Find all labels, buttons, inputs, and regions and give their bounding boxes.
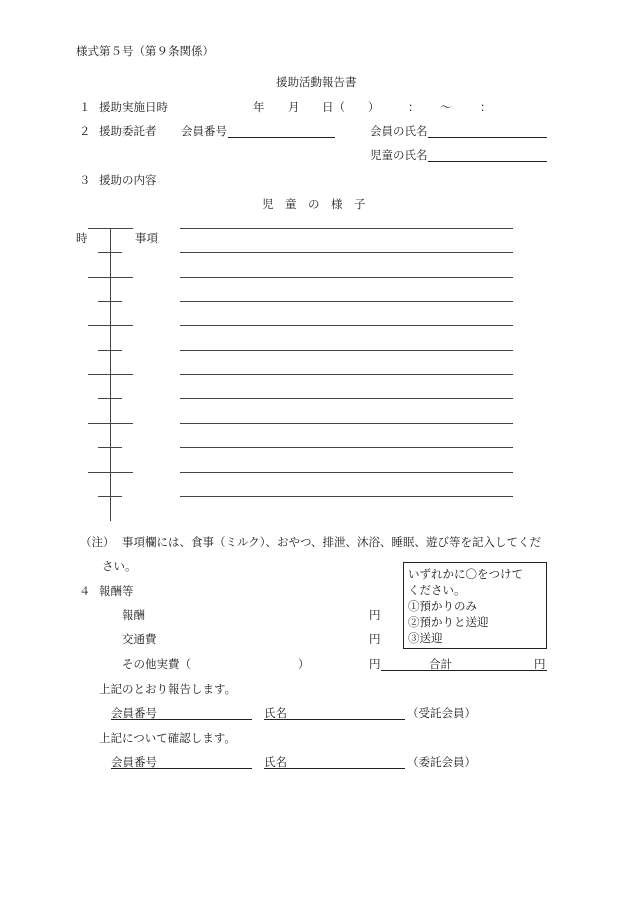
end-time-colon: ： (480, 100, 492, 114)
sign2-role: （委託会員） (407, 755, 476, 769)
service-type-choice-box[interactable] (403, 562, 547, 649)
option-care-and-transport[interactable]: ②預かりと送迎 (408, 615, 489, 629)
child-name-field[interactable] (428, 161, 547, 162)
sign1-member-number-label: 会員番号 (111, 706, 157, 720)
matter-line[interactable] (180, 228, 513, 229)
form-number: 様式第５号（第９条関係） (76, 44, 214, 58)
item4-number: ４ (79, 584, 91, 598)
section-title-child-condition: 児 童 の 様 子 (262, 197, 366, 211)
sign2-name-label: 氏名 (264, 755, 287, 769)
item2-number: ２ (79, 124, 91, 138)
timeline-tick (98, 496, 122, 497)
choice-instruction-line2: ください。 (408, 583, 466, 597)
sign1-name-label: 氏名 (264, 706, 287, 720)
sign2-member-number-field[interactable] (111, 768, 252, 769)
item1-number: １ (79, 100, 91, 114)
matter-line[interactable] (180, 423, 513, 424)
matter-line[interactable] (180, 447, 513, 448)
reward-yen: 円 (369, 608, 381, 622)
other-expense-yen: 円 (369, 657, 381, 671)
timeline-tick (98, 301, 122, 302)
matter-line[interactable] (180, 301, 513, 302)
note-prefix: （注） (80, 535, 115, 549)
day-label: 日（ (322, 100, 345, 114)
total-field[interactable] (381, 670, 547, 671)
matter-line[interactable] (180, 398, 513, 399)
matter-line[interactable] (180, 472, 513, 473)
matter-line[interactable] (180, 277, 513, 278)
sign1-role: （受託会員） (407, 706, 476, 720)
matter-line[interactable] (180, 325, 513, 326)
member-name-field[interactable] (428, 137, 547, 138)
report-statement: 上記のとおり報告します。 (99, 682, 237, 696)
item3-label: 援助の内容 (99, 173, 157, 187)
other-expense-close: ） (298, 657, 310, 671)
confirm-statement: 上記について確認します。 (99, 731, 236, 745)
timeline-tick (88, 472, 133, 473)
choice-instruction-line1: いずれかに〇をつけて (408, 567, 523, 581)
requester-member-number-label: 会員番号 (181, 124, 227, 138)
other-expense-label: その他実費（ (122, 657, 191, 671)
matter-line[interactable] (180, 252, 513, 253)
child-name-label: 児童の氏名 (370, 148, 428, 162)
timeline-tick (88, 423, 133, 424)
timeline-tick (98, 350, 122, 351)
item3-number: ３ (79, 173, 91, 187)
reward-label: 報酬 (122, 608, 145, 622)
note-text-line2: さい。 (102, 559, 137, 573)
timeline-tick (98, 252, 122, 253)
requester-member-number-field[interactable] (228, 137, 335, 138)
matter-line[interactable] (180, 496, 513, 497)
transport-label: 交通費 (122, 632, 157, 646)
page-title: 援助活動報告書 (276, 75, 357, 89)
timeline-tick (98, 398, 122, 399)
time-range-tilde: ～ (440, 100, 452, 114)
transport-yen: 円 (369, 632, 381, 646)
item2-label: 援助委託者 (99, 124, 157, 138)
sign1-member-number-field[interactable] (111, 719, 252, 720)
sign1-name-field[interactable] (264, 719, 405, 720)
timeline-tick (88, 277, 133, 278)
option-transport[interactable]: ③送迎 (408, 631, 443, 645)
option-care-only[interactable]: ①預かりのみ (408, 599, 477, 613)
note-text-line1: 事項欄には、食事（ミルク）、おやつ、排泄、沐浴、睡眠、遊び等を記入してくだ (122, 535, 542, 549)
year-label: 年 (253, 100, 265, 114)
time-column-header: 時 (76, 231, 88, 245)
sign2-name-field[interactable] (264, 768, 405, 769)
weekday-close: ） (368, 100, 380, 114)
matter-line[interactable] (180, 374, 513, 375)
total-label: 合計 (429, 657, 452, 671)
item4-label: 報酬等 (99, 584, 134, 598)
item1-label: 援助実施日時 (99, 100, 168, 114)
month-label: 月 (288, 100, 300, 114)
timeline-tick (98, 447, 122, 448)
start-time-colon: ： (408, 100, 420, 114)
total-yen: 円 (534, 657, 546, 671)
timeline-tick (88, 374, 133, 375)
matter-line[interactable] (180, 350, 513, 351)
sign2-member-number-label: 会員番号 (111, 755, 157, 769)
timeline-tick (88, 325, 133, 326)
matter-column-header: 事項 (135, 231, 158, 245)
member-name-label: 会員の氏名 (370, 124, 428, 138)
